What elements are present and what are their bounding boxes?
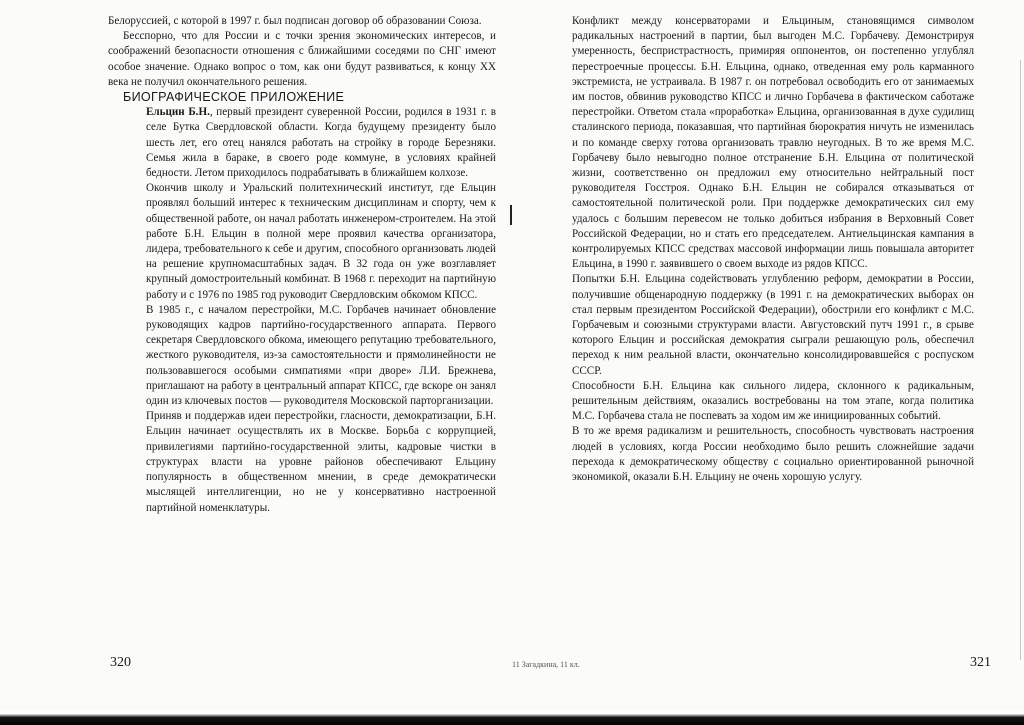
bio-paragraph: В 1985 г., с началом перестройки, М.С. Горбачев начинает обновление руководящих кадров партийно-государственного аппарата. Первого секретаря Свердловского обкома, имеющего репутацию требовательного, жесткого руководителя, из-за самостоятельности и прямолинейности не пользовавшегося особыми симпатиями «при дворе» Л.И. Брежнева, приглашают на работу в центральный аппарат КПСС, где вскоре он занял один из ключевых постов — руководителя Московской парторганизации. xyxy=(146,303,496,408)
paragraph: Попытки Б.Н. Ельцина содействовать углублению реформ, демократии в России, получившие общенародную поддержку (в 1991 г. на демократических выборах он стал первым президентом Российской Федерации), обострили его конфликт с М.С. Горбачевым и союзными структурами власти. Августовский путч 1991 г., в срыве которого Ельцин и российская демократия сыграли решающую роль, обеспечил переход к ним реальной власти, окончательно консолидировавшейся с роспуском СССР. xyxy=(572,273,974,377)
bio-name: Ельцин Б.Н. xyxy=(146,106,210,119)
bio-paragraph: Приняв и поддержав идеи перестройки, гласности, демократизации, Б.Н. Ельцин начинает осуществлять их в Москве. Борьба с коррупцией, привилегиями партийно-государственной элиты, кадровые чистки в структурах власти на уровне районов обеспечивают Ельцину популярность в общественном мнении, в среде демократически мыслящей интеллигенции, но не у консервативно настроенной партийной номенклатуры. xyxy=(146,410,496,514)
paragraph: Конфликт между консерваторами и Ельциным, становящимся символом радикальных настроений в партии, был выгоден М.С. Горбачеву. Демонстрируя умеренность, беспристрастность, примиряя оппонентов, он постепенно углублял перестроечные процессы. Б.Н. Ельцина, однако, отведенная ему роль карманного экстремиста, не устраивала. В 1987 г. он потребовал освободить его от занимаемых им постов, обвинив руководство КПСС и лично Горбачева в фактическом саботаже перестройки. Ответом стала «проработка» Ельцина, организованная в духе судилищ сталинского периода, показавшая, что партийная бюрократия ничуть не изменилась и по команде сверху готова организовать травлю неугодных. В то же время М.С. Горбачеву было невыгодно полное отстранение Б.Н. Ельцина от политической жизни, соответственно он предложил ему относительно нейтральный пост руководителя Госстроя. Однако Б.Н. Ельцин не собирался отказываться от самостоятельной политической роли. При поддержке демократических сил ему удалось с большим перевесом не только добиться избрания в Верховный Совет Российской Федерации, но и стать его председателем. Антиельцинская кампания в контролируемых КПСС средствах массовой информации лишь повышала авторитет Ельцина, в 1990 г. заявившего о своем выходе из рядов КПСС. xyxy=(572,15,974,271)
bio-paragraph xyxy=(146,105,496,181)
paragraph: Бесспорно, что для России и с точки зрения экономических интересов, и соображений безопасности отношения с ближайшими соседями по СНГ имеют особое значение. Однако вопрос о том, как они будут развиваться, к концу XX века не получил окончательного решения. xyxy=(108,30,496,88)
biography-entry xyxy=(146,105,496,515)
signature-mark: 11 Загадкина, 11 кл. xyxy=(512,660,580,669)
paragraph: Белоруссией, с которой в 1997 г. был подписан договор об образовании Союза. xyxy=(108,15,482,27)
page-number: 321 xyxy=(970,655,991,670)
left-text-column xyxy=(108,14,496,516)
bio-text: , первый президент суверенной России, родился в 1931 г. в селе Бутка Свердловской области. Когда будущему президенту было шесть лет, его отец нанялся работать на стройку в городе Березняки. Семья жила в бараке, в своего роде коммуне, в условиях крайней бедности. Летом приходилось подрабатывать в ближайшем колхозе. xyxy=(146,106,496,180)
scan-shadow xyxy=(0,711,1024,725)
section-heading: БИОГРАФИЧЕСКОЕ ПРИЛОЖЕНИЕ xyxy=(123,90,345,105)
paragraph: Способности Б.Н. Ельцина как сильного лидера, склонного к радикальным, решительным действиям, оказались востребованы на том этапе, когда политика М.С. Горбачева стала не поспевать за ходом им же инициированных событий. xyxy=(572,379,974,423)
bio-paragraph: Окончив школу и Уральский политехнический институт, где Ельцин проявлял больший интерес к техническим дисциплинам и спорту, чем к общественной работе, он начал работать инженером-строителем. На этой работе Б.Н. Ельцин в полной мере проявил качества организатора, лидера, требовательного к себе и другим, способного организовать людей на решение крупномасштабных задач. В 32 года он уже возглавляет крупный домостроительный комбинат. В 1968 г. переходит на партийную работу и с 1976 по 1985 год руководит Свердловским обкомом КПСС. xyxy=(146,182,496,301)
paragraph: В то же время радикализм и решительность, способность чувствовать настроения людей в условиях, когда России необходимо было решить сложнейшие задачи перехода к демократическому обществу с социально ориентированной рыночной экономикой, оказали Б.Н. Ельцину не очень хорошую услугу. xyxy=(572,425,974,484)
page-edge xyxy=(1020,60,1021,660)
page-number: 320 xyxy=(110,655,131,670)
right-page xyxy=(512,0,1024,725)
right-text-column xyxy=(572,14,974,485)
